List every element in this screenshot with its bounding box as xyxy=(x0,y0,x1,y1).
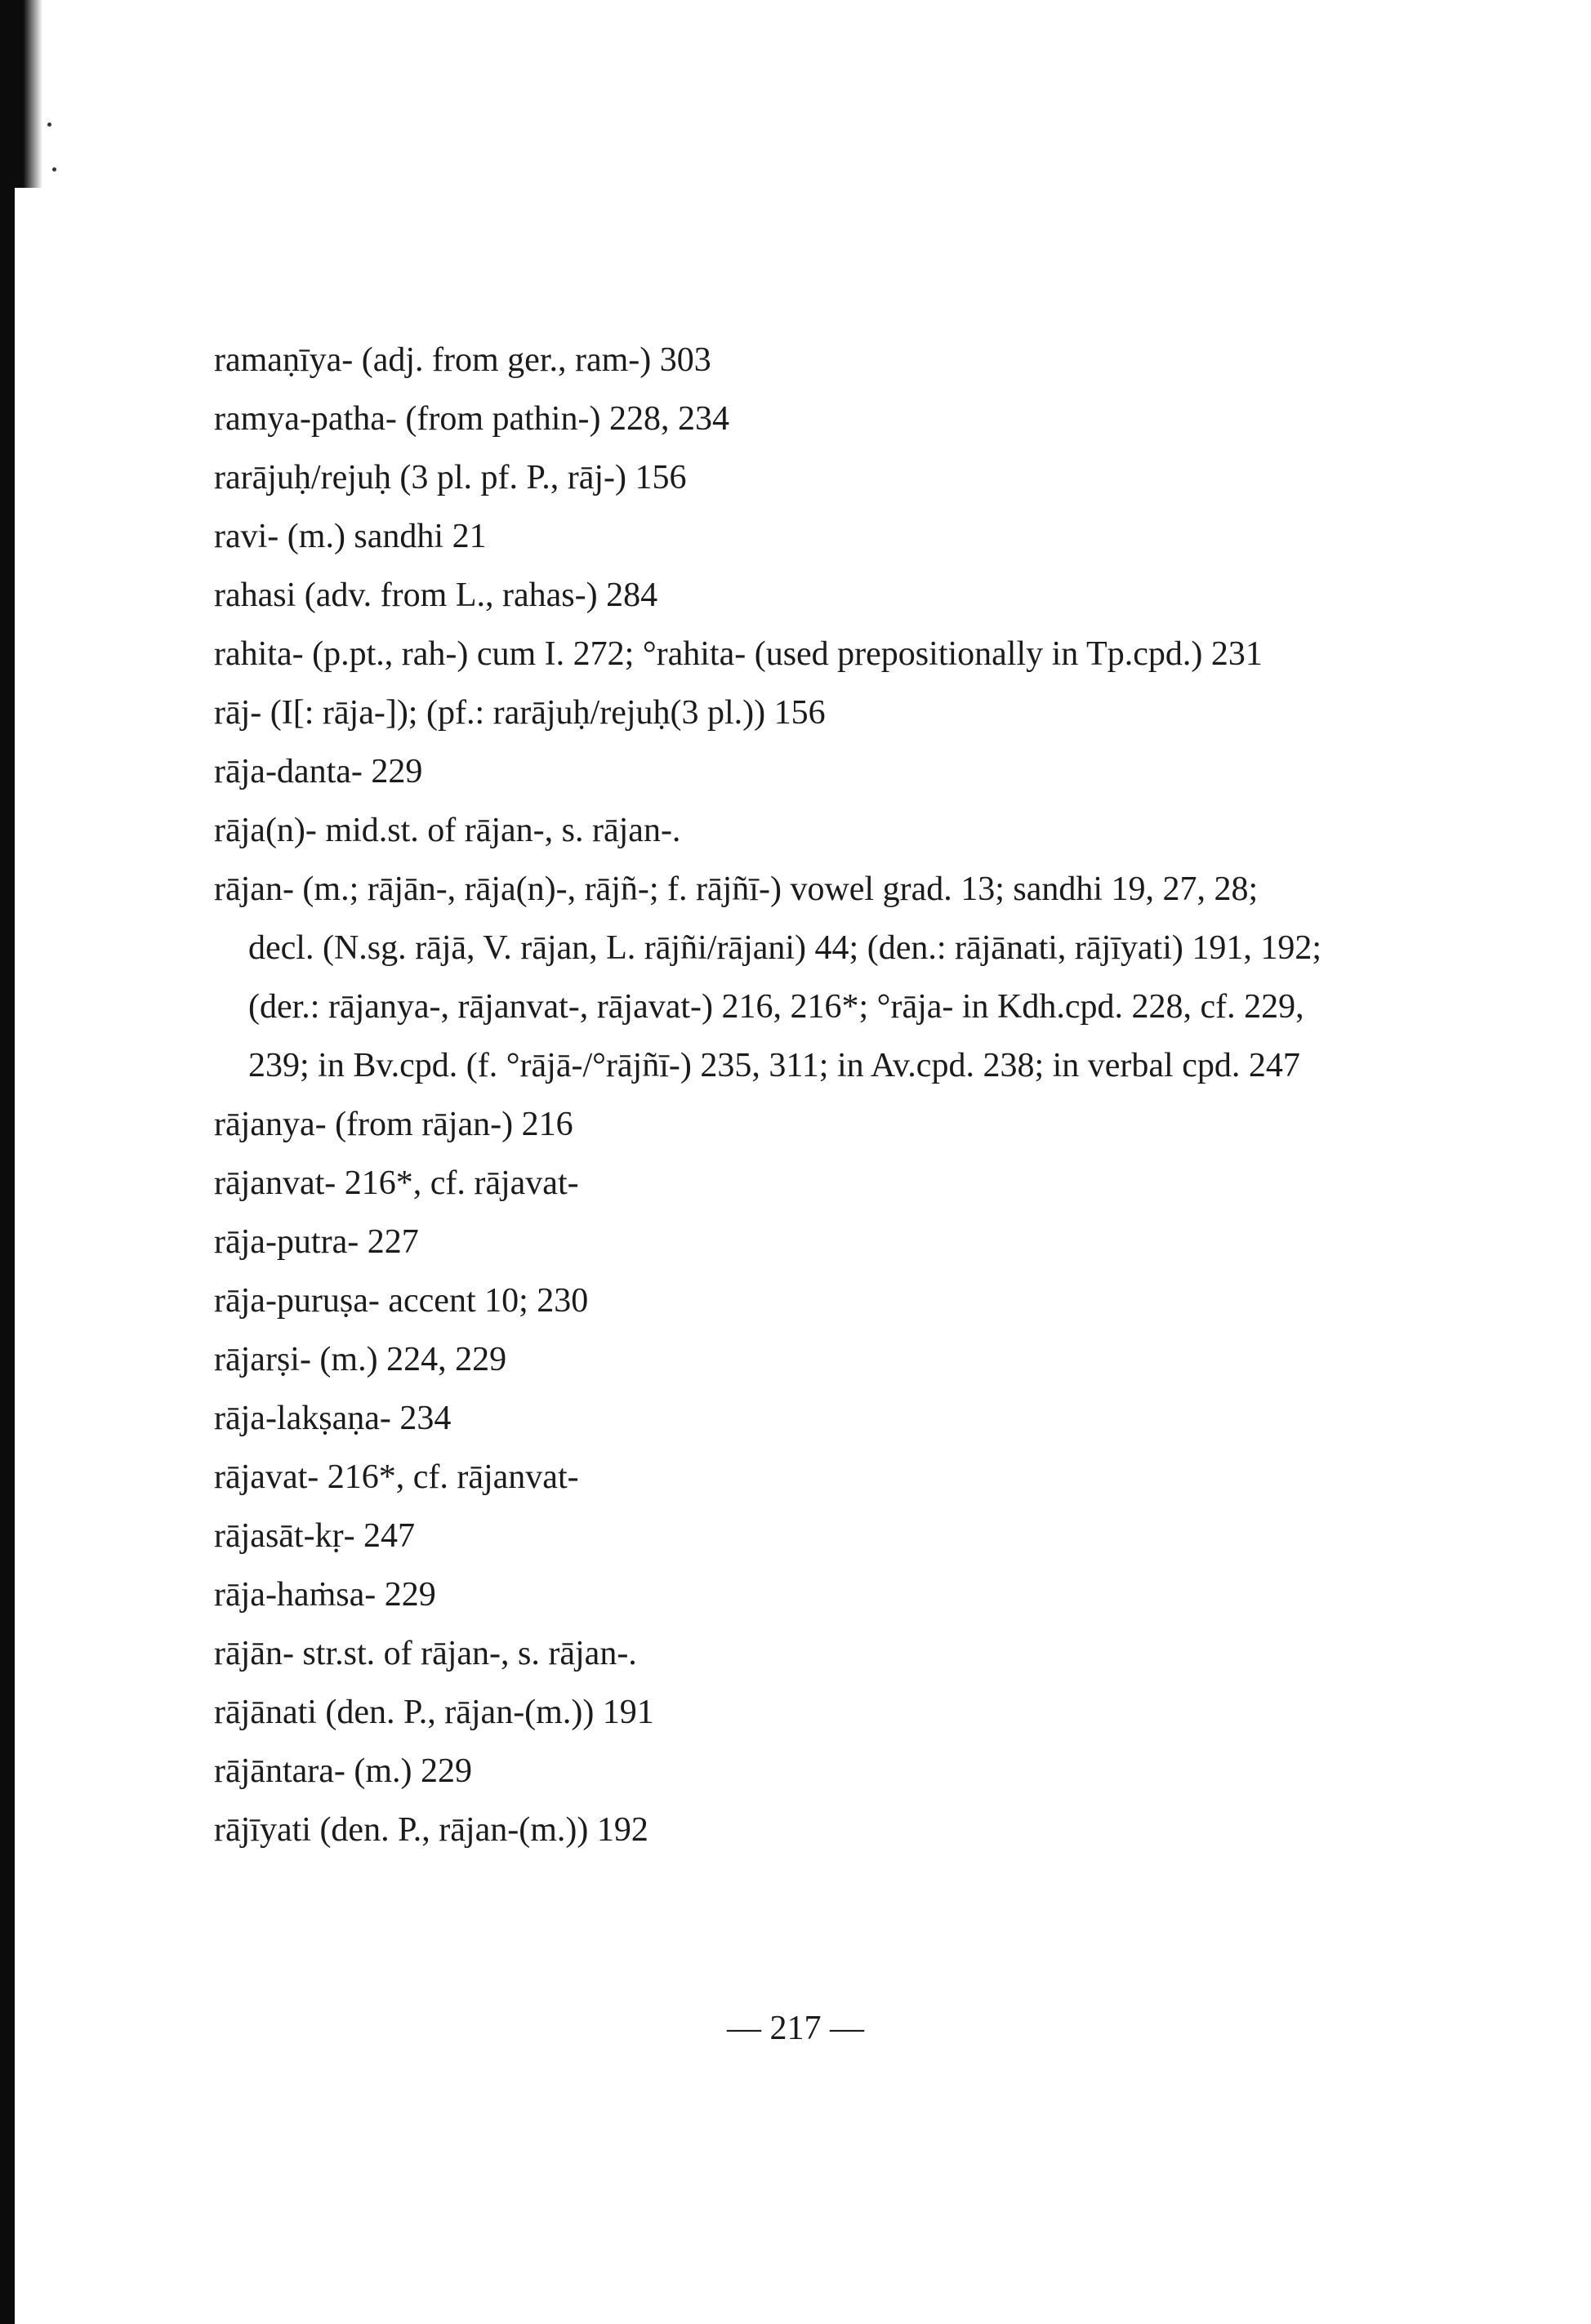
index-entry: rājānati (den. P., rājan-(m.)) 191 xyxy=(214,1694,654,1731)
index-entry: rarājuḥ/rejuḥ (3 pl. pf. P., rāj-) 156 xyxy=(214,459,687,496)
index-entry: rājan- (m.; rājān-, rāja(n)-, rājñ-; f. rājñī-) vowel grad. 13; sandhi 19, 27, 28; decl. (N.sg. rājā, V. rājan, L. rājñi/rājani) 44; (den.: rājānati, rājīyati) 191, 192; (der.: rājanya-, rājanvat-, rājavat-) 216, 216*; °rāja- in Kdh.cpd. 228, cf. 229, 239; in Bv.cpd. (f. °rājā-/°rājñī-) 235, 311; in Av.cpd. 238; in verbal cpd. 247 xyxy=(214,870,1322,1084)
index-entry: rāja-haṁsa- 229 xyxy=(214,1576,436,1614)
scan-edge-shadow-top xyxy=(0,0,42,188)
index-entry: rājavat- 216*, cf. rājanvat- xyxy=(214,1458,579,1496)
page-number: — 217 — xyxy=(727,2010,864,2047)
index-entry: ramaṇīya- (adj. from ger., ram-) 303 xyxy=(214,341,711,379)
index-entry: rāja-danta- 229 xyxy=(214,753,423,790)
index-entry: rāja(n)- mid.st. of rājan-, s. rājan-. xyxy=(214,812,681,849)
index-entry: rahasi (adv. from L., rahas-) 284 xyxy=(214,577,658,614)
index-entry: rājān- str.st. of rājan-, s. rājan-. xyxy=(214,1635,637,1672)
index-entry: rājanya- (from rājan-) 216 xyxy=(214,1106,573,1143)
index-entry: rājarṣi- (m.) 224, 229 xyxy=(214,1341,507,1378)
index-entry: rāja-puruṣa- accent 10; 230 xyxy=(214,1282,589,1320)
scan-speck xyxy=(47,122,51,127)
scan-speck xyxy=(52,167,56,171)
index-entry: rāj- (I[: rāja-]); (pf.: rarājuḥ/rejuḥ(3 pl.)) 156 xyxy=(214,694,826,732)
index-entries xyxy=(214,331,1325,1859)
scan-edge-shadow xyxy=(0,0,15,2324)
index-entry: rāja-lakṣaṇa- 234 xyxy=(214,1400,452,1437)
index-entry: rājīyati (den. P., rājan-(m.)) 192 xyxy=(214,1811,648,1849)
index-entry: rājāntara- (m.) 229 xyxy=(214,1752,473,1790)
index-entry: rājasāt-kṛ- 247 xyxy=(214,1517,416,1555)
index-entry: rājanvat- 216*, cf. rājavat- xyxy=(214,1164,579,1202)
index-entry: rāja-putra- 227 xyxy=(214,1223,419,1261)
index-entry: ramya-patha- (from pathin-) 228, 234 xyxy=(214,400,729,438)
index-entry: ravi- (m.) sandhi 21 xyxy=(214,518,487,555)
index-entry: rahita- (p.pt., rah-) cum I. 272; °rahita- (used prepositionally in Tp.cpd.) 231 xyxy=(214,635,1263,673)
